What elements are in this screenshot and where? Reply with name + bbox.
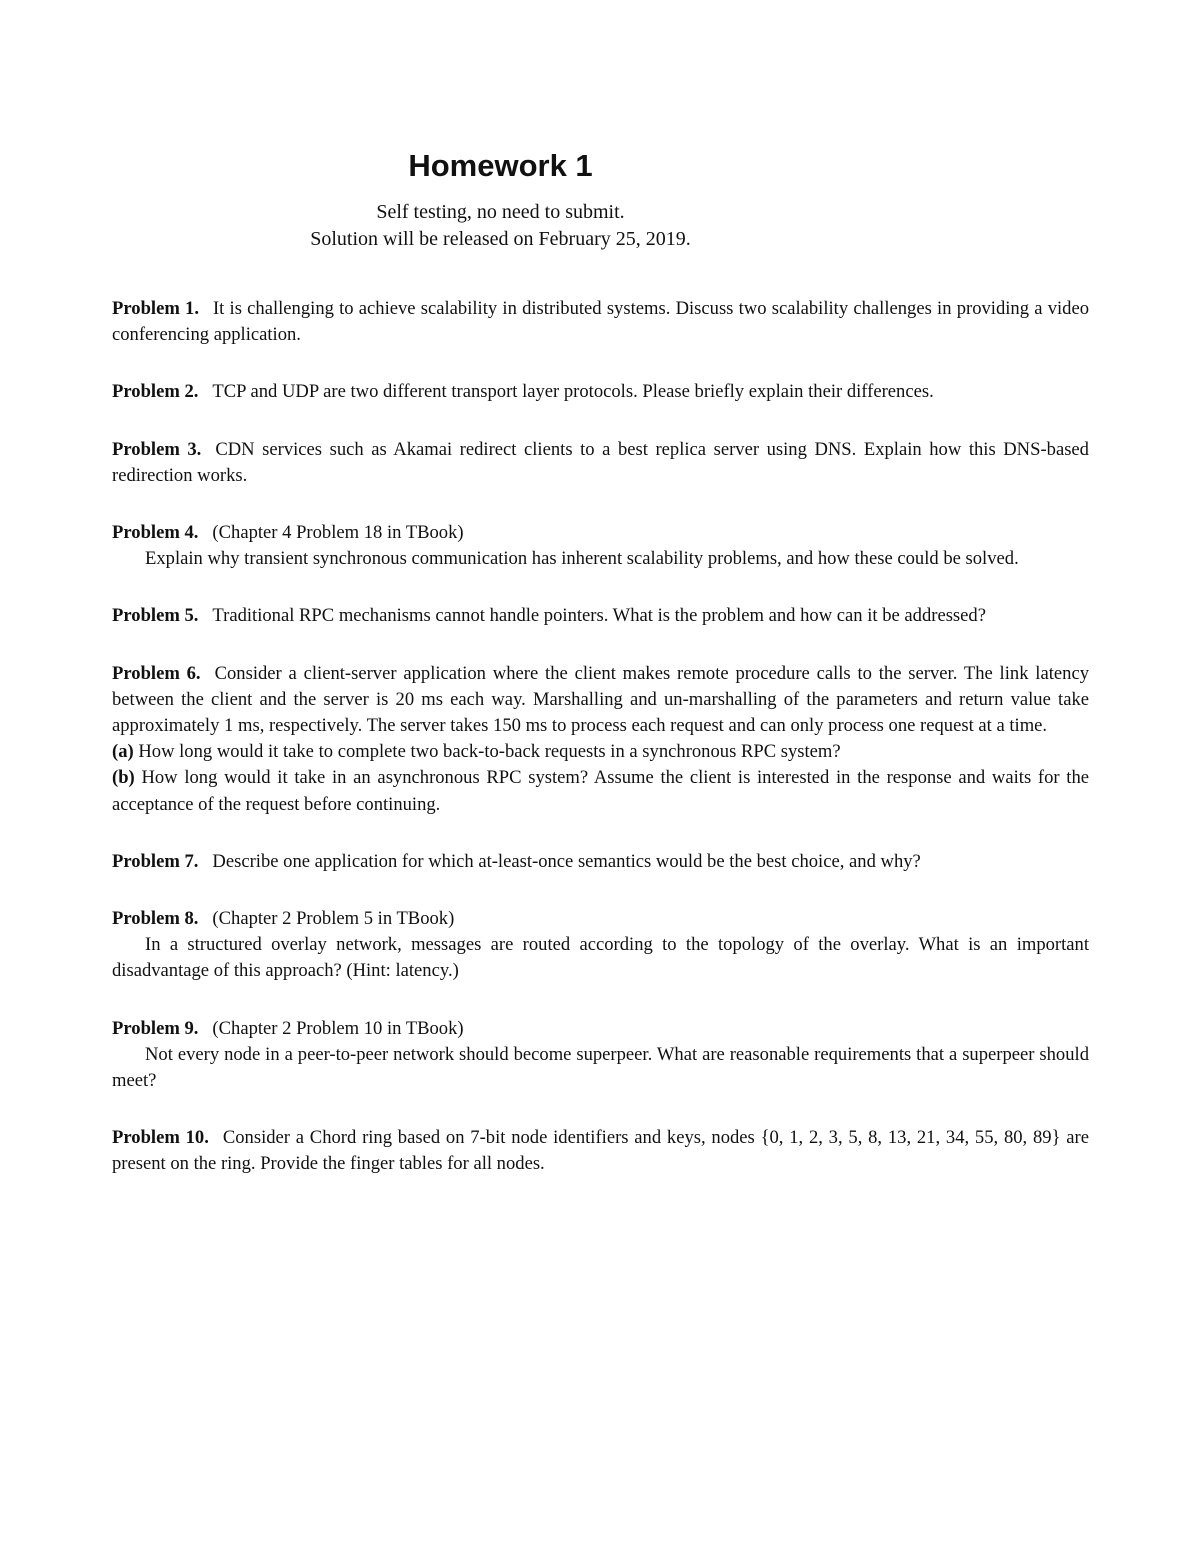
problem-10-label: Problem 10. bbox=[112, 1127, 209, 1149]
problem-8-label: Problem 8. bbox=[112, 908, 199, 930]
problem-9-source: (Chapter 2 Problem 10 in TBook) bbox=[212, 1017, 464, 1039]
problem-6 bbox=[112, 661, 1089, 818]
problem-4-text: Explain why transient synchronous communication has inherent scalability problems, and how these could be solved. bbox=[145, 548, 1019, 570]
problem-1-text: It is challenging to achieve scalability in distributed systems. Discuss two scalability challenges in providing a video conferencing application. bbox=[112, 298, 1089, 346]
problem-7-text: Describe one application for which at-least-once semantics would be the best choice, and why? bbox=[212, 850, 921, 872]
problem-6-part-b bbox=[112, 765, 1089, 817]
problem-5-label: Problem 5. bbox=[112, 605, 199, 627]
problem-9-label: Problem 9. bbox=[112, 1017, 199, 1039]
problem-4 bbox=[112, 520, 1089, 572]
subtitle-solution-date: Solution will be released on February 25, 2019. bbox=[310, 228, 691, 250]
problem-3-label: Problem 3. bbox=[112, 438, 202, 460]
problem-3-text: CDN services such as Akamai redirect clients to a best replica server using DNS. Explain how this DNS-based redirection works. bbox=[112, 438, 1089, 486]
problem-3 bbox=[112, 437, 1089, 489]
problem-1-label: Problem 1. bbox=[112, 298, 199, 319]
problem-8 bbox=[112, 906, 1089, 985]
problem-list bbox=[112, 296, 1089, 1209]
problem-5 bbox=[112, 603, 1089, 629]
problem-7 bbox=[112, 849, 1089, 875]
problem-6-part-a-text: How long would it take to complete two back-to-back requests in a synchronous RPC system? bbox=[138, 741, 841, 763]
problem-8-source: (Chapter 2 Problem 5 in TBook) bbox=[212, 908, 455, 930]
problem-2-text: TCP and UDP are two different transport layer protocols. Please briefly explain their differences. bbox=[212, 381, 934, 403]
problem-6-label: Problem 6. bbox=[112, 662, 201, 684]
problem-6-part-b-label: (b) bbox=[112, 767, 135, 789]
problem-6-part-a bbox=[112, 739, 1089, 765]
problem-9 bbox=[112, 1016, 1089, 1095]
problem-6-part-a-label: (a) bbox=[112, 741, 134, 763]
subtitle-submission-note: Self testing, no need to submit. bbox=[376, 201, 625, 223]
problem-6-part-b-text: How long would it take in an asynchronous RPC system? Assume the client is interested in the response and waits for the acceptance of the request before continuing. bbox=[112, 767, 1089, 815]
problem-6-text: Consider a client-server application where the client makes remote procedure calls to the server. The link latency between the client and the server is 20 ms each way. Marshalling and un-marshalling of the parameters and return value take approximately 1 ms, respectively. The server takes 150 ms to process each request and can only process one request at a time. bbox=[112, 662, 1089, 737]
problem-10 bbox=[112, 1125, 1089, 1177]
problem-4-source: (Chapter 4 Problem 18 in TBook) bbox=[212, 522, 464, 544]
problem-2-label: Problem 2. bbox=[112, 381, 199, 403]
problem-1 bbox=[112, 296, 1089, 348]
problem-4-label: Problem 4. bbox=[112, 522, 199, 544]
problem-2 bbox=[112, 379, 1089, 405]
problem-10-text: Consider a Chord ring based on 7-bit node identifiers and keys, nodes {0, 1, 2, 3, 5, 8, 13, 21, 34, 55, 80, 89} are present on the ring. Provide the finger tables for all nodes. bbox=[112, 1127, 1089, 1175]
problem-5-text: Traditional RPC mechanisms cannot handle pointers. What is the problem and how can it be addressed? bbox=[212, 605, 986, 627]
problem-9-text: Not every node in a peer-to-peer network should become superpeer. What are reasonable requirements that a superpeer should meet? bbox=[112, 1043, 1089, 1092]
page-title: Homework 1 bbox=[408, 148, 593, 183]
problem-8-text: In a structured overlay network, messages are routed according to the topology of the overlay. What is an important disadvantage of this approach? (Hint: latency.) bbox=[112, 934, 1089, 982]
problem-7-label: Problem 7. bbox=[112, 850, 199, 872]
